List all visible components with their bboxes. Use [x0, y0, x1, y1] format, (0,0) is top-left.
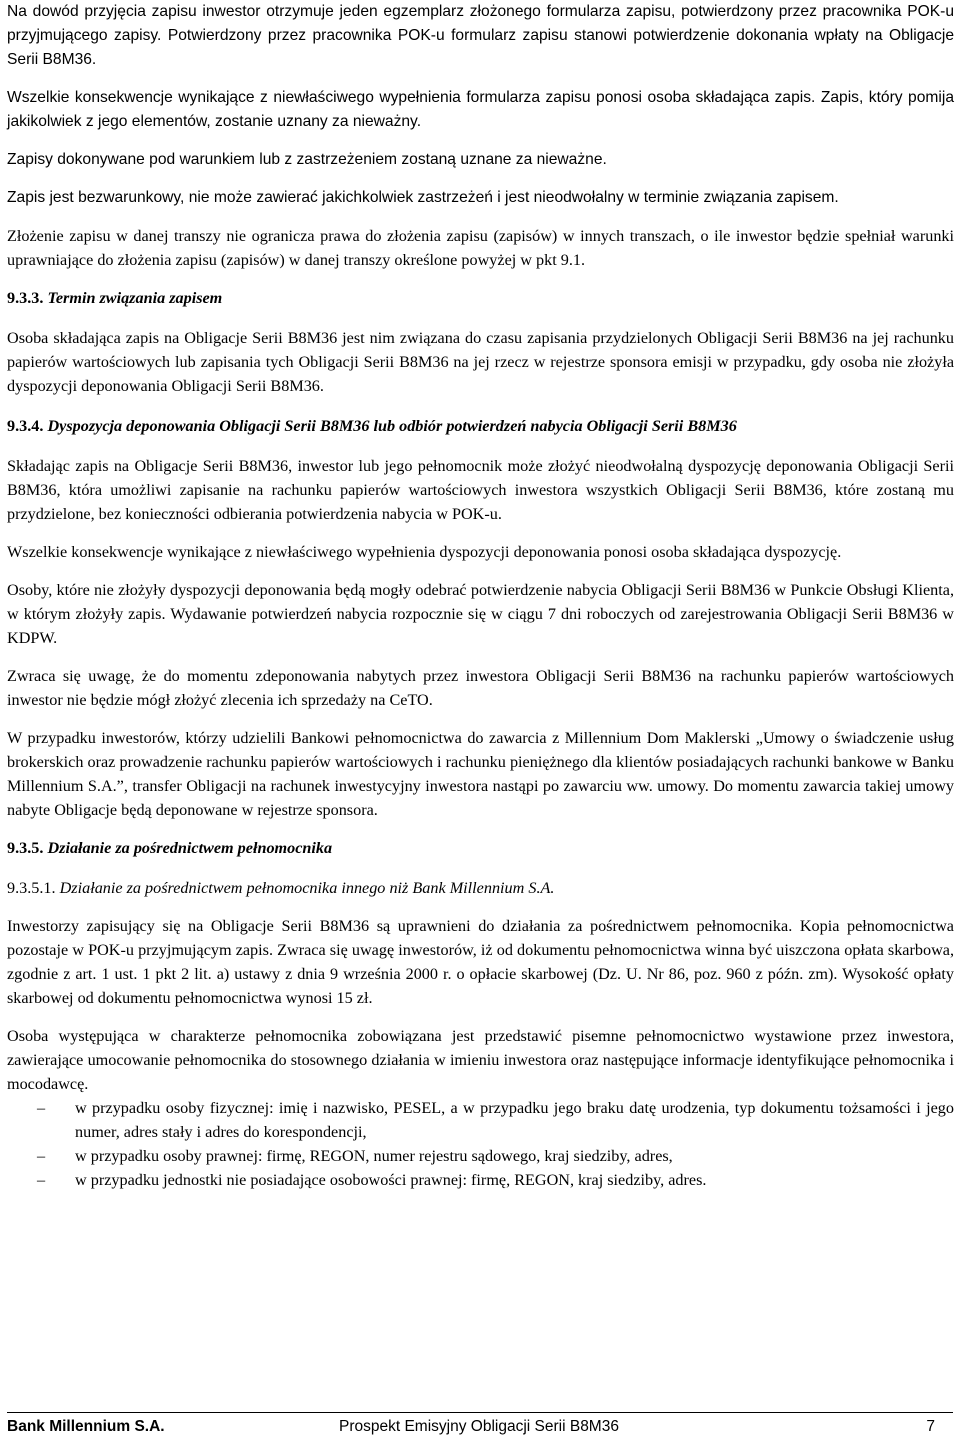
list-item [7, 1096, 954, 1144]
paragraph-consequences-form: Wszelkie konsekwencje wynikające z niewłaściwego wypełnienia formularza zapisu ponosi osoba składająca zapis. Zapis, który pomija jakikolwiek z jego elementów, zostanie uznany za nieważny. [7, 89, 954, 130]
proxy-info-list [7, 1096, 954, 1192]
paragraph-confirmation: Na dowód przyjęcia zapisu inwestor otrzymuje jeden egzemplarz złożonego formularza zapisu, potwierdzony przez pracownika POK-u przyjmującego zapisy. Potwierdzony przez pracownika POK-u formularz zapisu stanowi potwierdzenie dokonania wpłaty na Obligacje Serii B8M36. [7, 3, 954, 68]
paragraph-binding-period: Osoba składająca zapis na Obligacje Serii B8M36 jest nim związana do czasu zapisania przydzielonych Obligacji Serii B8M36 na jej rachunku papierów wartościowych lub zapisania tych Obligacji Serii B8M36 na jej rzecz w rejestrze sponsora emisji w przypadku, gdy osoba nie złożyła dyspozycji deponowania Obligacji Serii B8M36. [7, 329, 954, 395]
section-title: Dyspozycja deponowania Obligacji Serii B8M36 lub odbiór potwierdzeń nabycia Obligacji Serii B8M36 [47, 417, 737, 435]
section-number: 9.3.3. [7, 289, 44, 307]
section-heading-9-3-5 [7, 836, 954, 860]
list-item [7, 1168, 954, 1192]
section-heading-9-3-4 [7, 414, 954, 438]
footer-bank-name: Bank Millennium S.A. [7, 1418, 165, 1435]
paragraph-brokerage-agreement: W przypadku inwestorów, którzy udzielili Bankowi pełnomocnictwa do zawarcia z Millennium Dom Maklerski „Umowy o świadczenie usług brokerskich oraz prowadzenie rachunku papierów wartościowych i rachunku pieniężnego dla klientów posiadających rachunki bankowe w Banku Millennium S.A.”, transfer Obligacji na rachunek inwestycyjny inwestora nastąpi po zawarciu ww. umowy. Do momentu zawarcia takiej umowy nabyte Obligacje będą deponowane w rejestrze sponsora. [7, 729, 954, 819]
subsection-heading-9-3-5-1 [7, 876, 954, 900]
list-item [7, 1144, 954, 1168]
list-item-text: w przypadku osoby prawnej: firmę, REGON, numer rejestru sądowego, kraj siedziby, adres, [75, 1147, 673, 1165]
dash-bullet: – [37, 1147, 46, 1165]
section-title: Działanie za pośrednictwem pełnomocnika [47, 839, 333, 857]
section-title: Termin związania zapisem [47, 289, 223, 307]
dash-bullet: – [37, 1171, 46, 1189]
page-footer [7, 1412, 953, 1439]
section-number: 9.3.4. [7, 417, 44, 435]
paragraph-proxy-rights: Inwestorzy zapisujący się na Obligacje Serii B8M36 są uprawnieni do działania za pośrednictwem pełnomocnika. Kopia pełnomocnictwa pozostaje w POK-u przyjmującym zapis. Zwraca się uwagę inwestorów, iż od dokumentu pełnomocnictwa winna być uiszczona opłata skarbowa, zgodnie z art. 1 ust. 1 pkt 2 lit. a) ustawy z dnia 9 września 2000 r. o opłacie skarbowej (Dz. U. Nr 86, poz. 960 z późn. zm). Wysokość opłaty skarbowej od dokumentu pełnomocnictwa wynosi 15 zł. [7, 917, 954, 1007]
footer-document-title: Prospekt Emisyjny Obligacji Serii B8M36 [339, 1418, 619, 1435]
section-title: Działanie za pośrednictwem pełnomocnika innego niż Bank Millennium S.A. [59, 879, 555, 897]
paragraph-consequences-deposit: Wszelkie konsekwencje wynikające z niewłaściwego wypełnienia dyspozycji deponowania ponosi osoba składająca dyspozycję. [7, 543, 842, 561]
list-item-text: w przypadku osoby fizycznej: imię i nazwisko, PESEL, a w przypadku jego braku datę urodzenia, typ dokumentu tożsamości i jego numer, adres stały i adres do korespondencji, [75, 1099, 954, 1141]
document-page [7, 0, 954, 1192]
paragraph-conditional-subscriptions: Zapisy dokonywane pod warunkiem lub z zastrzeżeniem zostaną uznane za nieważne. [7, 151, 607, 168]
list-item-text: w przypadku jednostki nie posiadające osobowości prawnej: firmę, REGON, kraj siedziby, adres. [75, 1171, 707, 1189]
paragraph-proxy-requirements: Osoba występująca w charakterze pełnomocnika zobowiązana jest przedstawić pisemne pełnomocnictwo wystawione przez inwestora, zawierające umocowanie pełnomocnika do stosownego działania w imieniu inwestora oraz następujące informacje identyfikujące pełnomocnika i mocodawcę. [7, 1027, 954, 1093]
section-heading-9-3-3 [7, 286, 954, 310]
paragraph-sale-restriction: Zwraca się uwagę, że do momentu zdeponowania nabytych przez inwestora Obligacji Serii B8M36 na rachunku papierów wartościowych inwestor nie będzie mógł złożyć zlecenia ich sprzedaży na CeTO. [7, 667, 954, 709]
paragraph-collect-confirmation: Osoby, które nie złożyły dyspozycji deponowania będą mogły odebrać potwierdzenie nabycia Obligacji Serii B8M36 w Punkcie Obsługi Klienta, w którym złożyły zapis. Wydawanie potwierdzeń nabycia rozpocznie się w ciągu 7 dni roboczych od zarejestrowania Obligacji Serii B8M36 w KDPW. [7, 581, 954, 647]
section-number: 9.3.5.1. [7, 879, 56, 897]
dash-bullet: – [37, 1099, 46, 1117]
footer-page-number: 7 [926, 1418, 935, 1435]
paragraph-deposit-instruction: Składając zapis na Obligacje Serii B8M36, inwestor lub jego pełnomocnik może złożyć nieodwołalną dyspozycję deponowania Obligacji Serii B8M36, która umożliwi zapisanie na rachunku papierów wartościowych inwestora wszystkich Obligacji Serii B8M36, które zostaną mu przydzielone, bez konieczności odbierania potwierdzenia nabycia w POK-u. [7, 457, 954, 523]
paragraph-tranches: Złożenie zapisu w danej transzy nie ogranicza prawa do złożenia zapisu (zapisów) w innych transzach, o ile inwestor będzie spełniał warunki uprawniające do złożenia zapisu (zapisów) w danej transzy określone powyżej w pkt 9.1. [7, 227, 954, 269]
section-number: 9.3.5. [7, 839, 44, 857]
paragraph-unconditional: Zapis jest bezwarunkowy, nie może zawierać jakichkolwiek zastrzeżeń i jest nieodwołalny w terminie związania zapisem. [7, 189, 839, 206]
